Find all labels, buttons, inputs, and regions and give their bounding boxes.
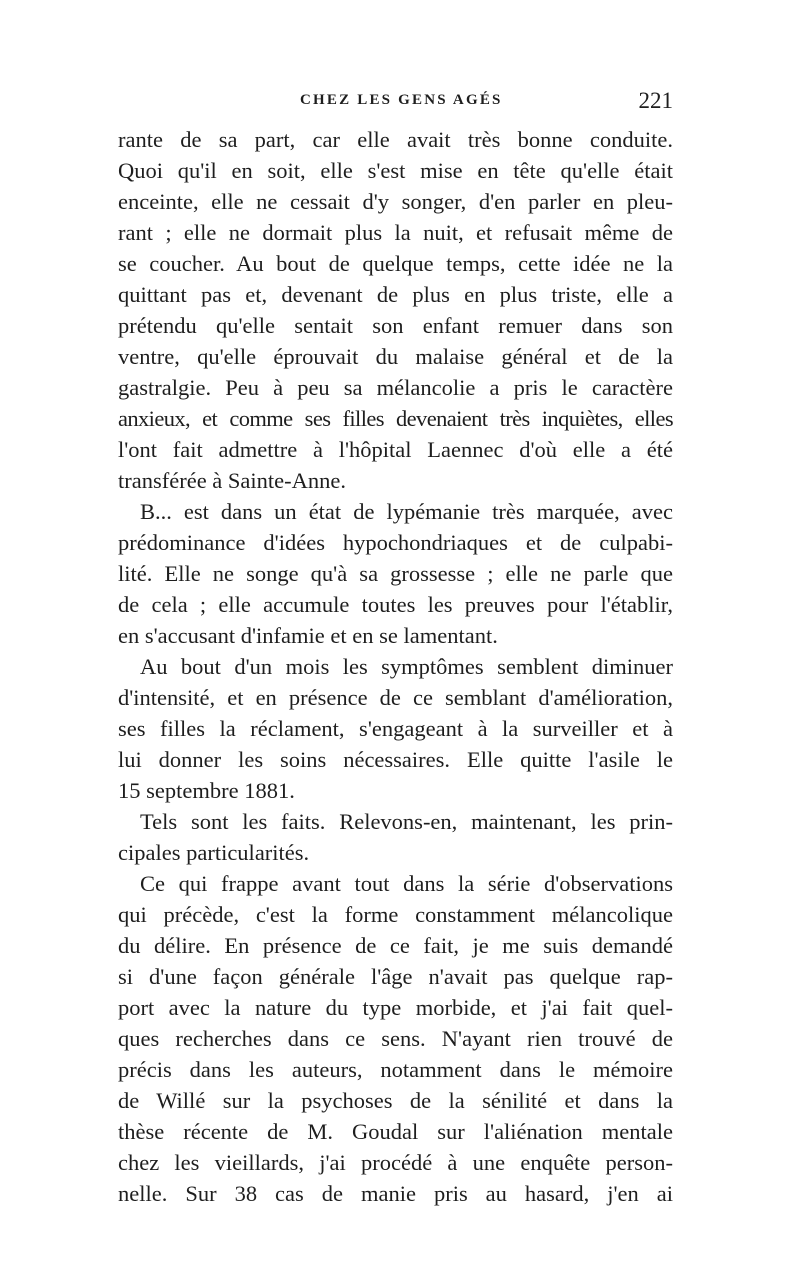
page-header xyxy=(118,88,673,118)
text-line: Au bout d'un mois les symptômes semblent diminuer xyxy=(140,654,673,679)
text-line: Quoi qu'il en soit, elle s'est mise en tête qu'elle était xyxy=(118,158,673,183)
text-line: se coucher. Au bout de quelque temps, cette idée ne la xyxy=(118,251,673,276)
text-line: cipales particularités. xyxy=(118,840,310,865)
text-line: du délire. En présence de ce fait, je me suis demandé xyxy=(118,933,673,958)
text-line: qui précède, c'est la forme constamment mélancolique xyxy=(118,902,673,927)
text-line: l'ont fait admettre à l'hôpital Laennec d'où elle a été xyxy=(118,437,673,462)
text-line: Ce qui frappe avant tout dans la série d'observations xyxy=(140,871,673,896)
text-line: de cela ; elle accumule toutes les preuves pour l'établir, xyxy=(118,592,673,617)
text-line: port avec la nature du type morbide, et j'ai fait quel- xyxy=(118,995,673,1020)
text-line: transférée à Sainte-Anne. xyxy=(118,468,347,493)
text-line: prétendu qu'elle sentait son enfant remuer dans son xyxy=(118,313,673,338)
text-line: thèse récente de M. Goudal sur l'aliénation mentale xyxy=(118,1119,673,1144)
text-line: 15 septembre 1881. xyxy=(118,778,295,803)
text-line: Tels sont les faits. Relevons-en, maintenant, les prin- xyxy=(140,809,673,834)
text-line: B... est dans un état de lypémanie très marquée, avec xyxy=(140,499,673,524)
text-line: chez les vieillards, j'ai procédé à une enquête person- xyxy=(118,1150,673,1175)
body-text xyxy=(118,124,673,1209)
text-line: lui donner les soins nécessaires. Elle quitte l'asile le xyxy=(118,747,673,772)
text-line: quittant pas et, devenant de plus en plus triste, elle a xyxy=(118,282,673,307)
page-number: 221 xyxy=(638,88,673,113)
text-line: précis dans les auteurs, notamment dans le mémoire xyxy=(118,1057,673,1082)
text-line: enceinte, elle ne cessait d'y songer, d'en parler en pleu- xyxy=(118,189,673,214)
running-title: CHEZ LES GENS AGÉS xyxy=(300,92,503,108)
text-line: ques recherches dans ce sens. N'ayant rien trouvé de xyxy=(118,1026,673,1051)
text-line: si d'une façon générale l'âge n'avait pas quelque rap- xyxy=(118,964,673,989)
text-line: anxieux, et comme ses filles devenaient très inquiètes, elles xyxy=(118,406,673,431)
text-line: gastralgie. Peu à peu sa mélancolie a pris le caractère xyxy=(118,375,673,400)
text-line: ses filles la réclament, s'engageant à la surveiller et à xyxy=(118,716,673,741)
text-line: rante de sa part, car elle avait très bonne conduite. xyxy=(118,127,673,152)
text-line: nelle. Sur 38 cas de manie pris au hasard, j'en ai xyxy=(118,1181,673,1206)
text-line: rant ; elle ne dormait plus la nuit, et refusait même de xyxy=(118,220,673,245)
text-line: de Willé sur la psychoses de la sénilité et dans la xyxy=(118,1088,673,1113)
text-line: en s'accusant d'infamie et en se lamentant. xyxy=(118,623,498,648)
text-line: lité. Elle ne songe qu'à sa grossesse ; elle ne parle que xyxy=(118,561,673,586)
text-line: ventre, qu'elle éprouvait du malaise général et de la xyxy=(118,344,673,369)
text-line: d'intensité, et en présence de ce semblant d'amélioration, xyxy=(118,685,673,710)
text-line: prédominance d'idées hypochondriaques et de culpabi- xyxy=(118,530,673,555)
